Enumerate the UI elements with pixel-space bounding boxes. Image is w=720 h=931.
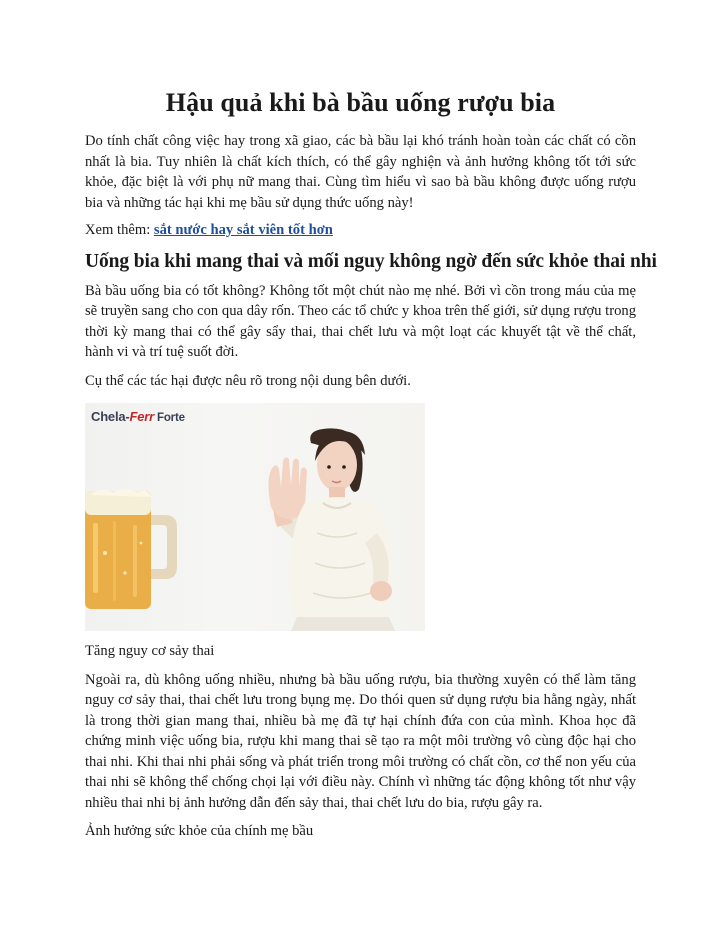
page-title: Hậu quả khi bà bầu uống rượu bia (165, 88, 556, 117)
see-also-prefix: Xem thêm: (85, 222, 154, 238)
woman-figure (268, 428, 395, 631)
beer-mug-icon (85, 489, 177, 610)
brand-logo: Chela-Ferr Forte (91, 409, 185, 424)
intro-paragraph: Do tính chất công việc hay trong xã giao, các bà bầu lại khó tránh hoàn toàn các chất có cồn nhất là bia. Tuy nhiên là chất kích thích, có thể gây nghiện và ảnh hưởng không tốt tới sức khỏe, đặc biệt là với phụ nữ mang thai. Cùng tìm hiểu vì sao bà bầu không được uống rượu bia và những tác hại khi mẹ bầu sử dụng thức uống này! (85, 133, 636, 211)
paragraph-1: Bà bầu uống bia có tốt không? Không tốt một chút nào mẹ nhé. Bởi vì cồn trong máu của mẹ sẽ truyền sang cho con qua dây rốn. Theo các tổ chức y khoa trên thế giới, sử dụng rượu trong thời kỳ mang thai có thể gây sẩy thai, thai chết lưu và một loạt các khuyết tật về thể chất, hành vi và trí tuệ suốt đời. (85, 282, 636, 360)
document-page (85, 0, 657, 842)
paragraph-2: Cụ thể các tác hại được nêu rõ trong nội dung bên dưới. (85, 372, 411, 389)
paragraph-3: Ngoài ra, dù không uống nhiều, nhưng bà bầu uống rượu, bia thường xuyên có thể làm tăng nguy cơ sảy thai, thai chết lưu trong bụng mẹ. Do thói quen sử dụng rượu bia hằng ngày, nhất là trong thời gian mang thai, nhiều bà mẹ đã tự hại chính đứa con của mình. Khoa học đã chứng minh việc uống bia, rượu khi mang thai sẽ tạo ra một môi trường vô cùng độc hại cho thai nhi. Khi thai nhi phải sống và phát triển trong môi trường có chất cồn, cơ thể non yếu của thai nhi sẽ không thể chống chọi lại với điều này. Chính vì những tác động không tốt như vậy nhiều thai nhi bị ảnh hưởng dẫn đến sảy thai, thai chết lưu do bia, rượu gây ra. (85, 671, 636, 811)
see-also-link[interactable]: sắt nước hay sắt viên tốt hơn (153, 222, 333, 238)
section-heading: Uống bia khi mang thai và mối nguy không ngờ đến sức khỏe thai nhi (85, 250, 657, 272)
article-image (85, 403, 425, 631)
pregnant-woman-refusing-beer-illustration (85, 403, 425, 631)
paragraph-4: Ảnh hưởng sức khỏe của chính mẹ bầu (85, 823, 314, 839)
see-also-line (85, 220, 636, 241)
image-caption: Tăng nguy cơ sảy thai (85, 643, 215, 659)
